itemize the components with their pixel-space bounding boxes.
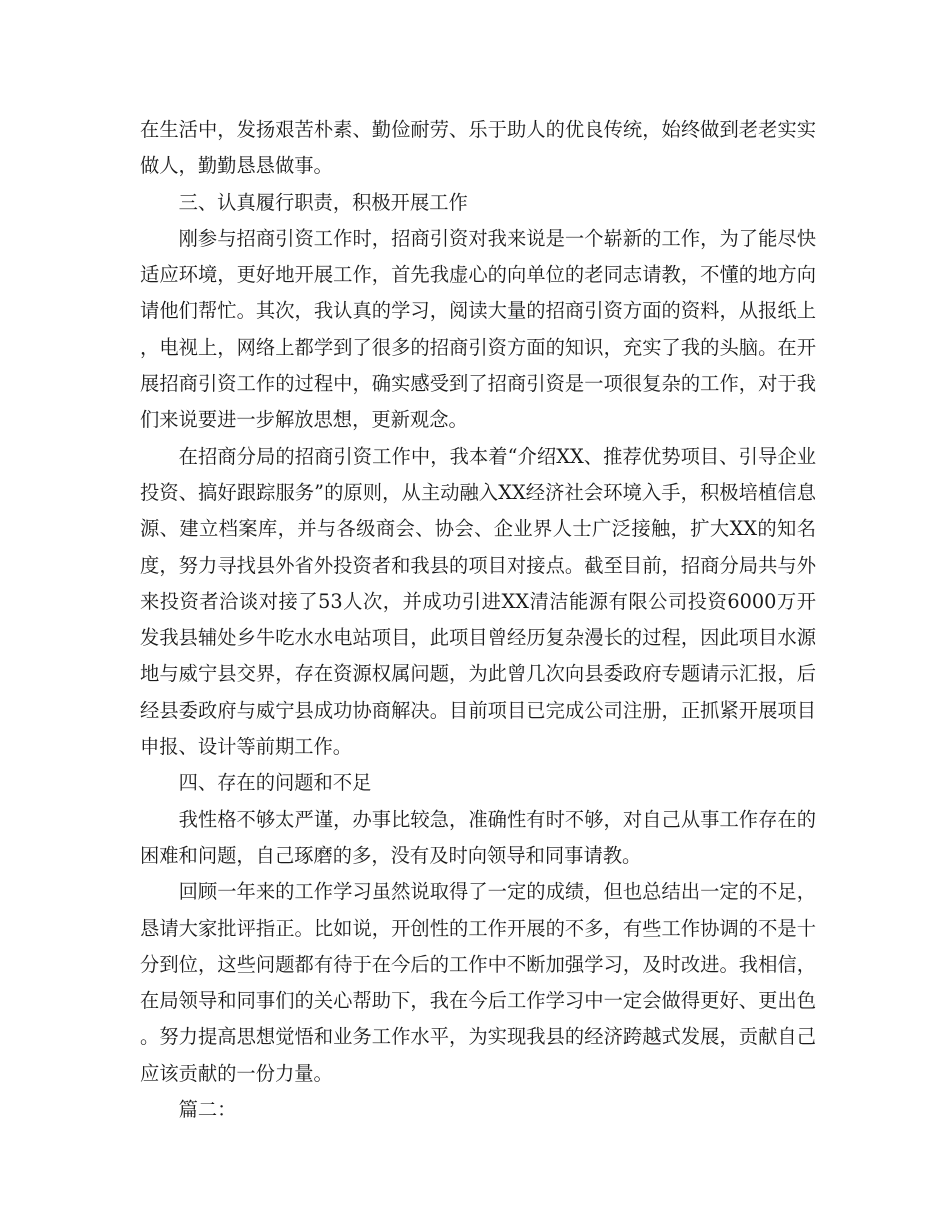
paragraph-investment: 在招商分局的招商引资工作中，我本着“介绍XX、推荐优势项目、引导企业投资、搞好跟踪服务”的原则，从主动融入XX经济社会环境入手，积极培植信息源、建立档案库，并与各级商会、协会、企业界人士广泛接触，扩大XX的知名度，努力寻找县外省外投资者和我县的项目对接点。截至目前，招商分局共与外来投资者洽谈对接了53人次，并成功引进XX清洁能源有限公司投资6000万开发我县辅处乡牛吃水水电站项目，此项目曾经历复杂漫长的过程，因此项目水源地与威宁县交界，存在资源权属问题，为此曾几次向县委政府专题请示汇报，后经县委政府与威宁县成功协商解决。目前项目已完成公司注册，正抓紧开展项目申报、设计等前期工作。 — [140, 444, 816, 759]
paragraph-shortcomings: 我性格不够太严谨，办事比较急，准确性有时不够，对自己从事工作存在的困难和问题，自己琢磨的多，没有及时向领导和同事请教。 — [140, 807, 816, 867]
document-body — [140, 112, 816, 1128]
paragraph-continuation: 在生活中，发扬艰苦朴素、勤俭耐劳、乐于助人的优良传统，始终做到老老实实做人，勤勤恳恳做事。 — [140, 118, 816, 178]
paragraph-review: 回顾一年来的工作学习虽然说取得了一定的成绩，但也总结出一定的不足，恳请大家批评指正。比如说，开创性的工作开展的不多，有些工作协调的不是十分到位，这些问题都有待于在今后的工作中不断加强学习，及时改进。我相信，在局领导和同事们的关心帮助下，我在今后工作学习中一定会做得更好、更出色。努力提高思想觉悟和业务工作水平，为实现我县的经济跨越式发展，贡献自己应该贡献的一份力量。 — [140, 880, 816, 1085]
section-heading-three: 三、认真履行职责，积极开展工作 — [178, 190, 468, 214]
section-heading-four: 四、存在的问题和不足 — [178, 771, 372, 795]
paragraph-new-work: 刚参与招商引资工作时，招商引资对我来说是一个崭新的工作，为了能尽快适应环境，更好地开展工作，首先我虚心的向单位的老同志请教，不懂的地方向请他们帮忙。其次，我认真的学习，阅读大量的招商引资方面的资料，从报纸上，电视上，网络上都学到了很多的招商引资方面的知识，充实了我的头脑。在开展招商引资工作的过程中，确实感受到了招商引资是一项很复杂的工作，对于我们来说要进一步解放思想，更新观念。 — [140, 226, 816, 432]
section-heading-part-two: 篇二： — [178, 1098, 237, 1122]
